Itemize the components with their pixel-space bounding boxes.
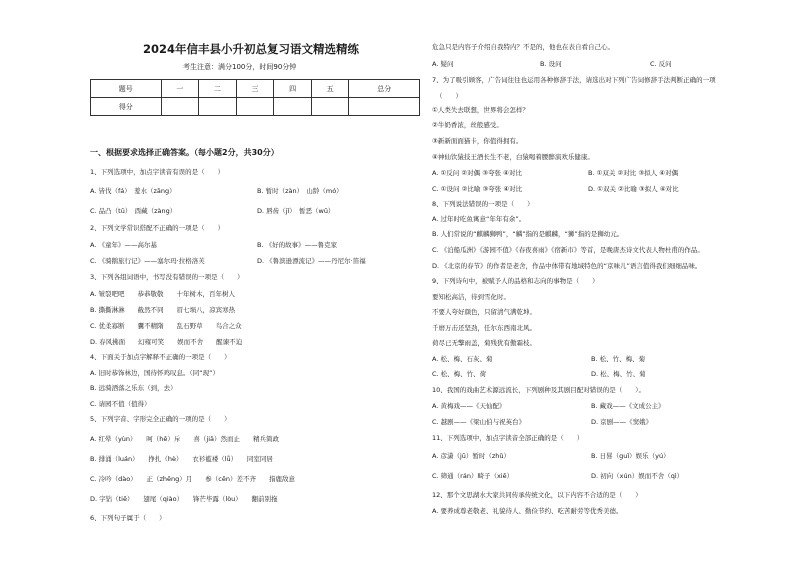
question-7-option-b: B. ①双关 ②对比 ③拟人 ④对偶 — [588, 169, 679, 177]
document-title: 2024年信丰县小升初总复习语文精选精练 — [143, 42, 360, 56]
question-4-option-a: A. 旧时恭饰林边，国待怀鸡叹息。（同“现”） — [90, 369, 219, 377]
score-header-cell: 一 — [161, 80, 199, 98]
question-11-option-a: A. 彦潇（jū）暂时（zhǔ） — [432, 452, 511, 460]
question-2-option-d: D. 《鲁滨逊漂流记》——丹尼尔·笛福 — [257, 257, 366, 265]
question-2-option-b: B. 《好的故事》——鲁克家 — [257, 241, 338, 249]
score-table — [90, 79, 420, 116]
question-1-option-b: B. 暂时（zàn） 山龄（mó） — [257, 187, 343, 195]
question-1-option-a: A. 皆伐（fá） 羞水（zāng） — [90, 187, 176, 195]
question-6-option-a: A. 疑问 — [432, 60, 454, 68]
question-10-option-d: D. 京剧——《窦娥》 — [591, 418, 653, 426]
question-6-option-b: B. 设问 — [540, 60, 562, 68]
section-heading: 一、根据要求选择正确答案。（每小题2分，共30分） — [90, 148, 279, 157]
question-1-option-d: D. 唇齿（jǐ） 暂恶（wū） — [257, 207, 335, 215]
question-5-option-b: B. 排涌（luán） 挣扎（hè） 衣衫褴褛（lǚ） 同室同居 — [90, 455, 273, 463]
question-9-option-d: D. 松、梅、竹、菊 — [591, 370, 646, 378]
question-10-option-b: B. 藏戏——《文成公主》 — [591, 402, 665, 410]
question-8-option-c: C. 《泊船瓜洲》《游园不值》《春夜喜雨》《宿新市》等首，是晚唐杰诗文代表人物杜甫的作品。 — [432, 246, 704, 254]
question-9-line-4: 荷尽已无擎雨盖，菊残犹有傲霜枝。 — [432, 339, 536, 347]
question-4-option-c: C. 请园不值（值得） — [90, 400, 151, 408]
score-header-cell: 二 — [199, 80, 237, 98]
question-2-option-c: C. 《骑鹅旅行记》——塞尔玛·拉格洛芙 — [90, 257, 205, 265]
question-12-option-a: A. 要养成尊老敬老、礼貌待人、勤俭节约、吃苦耐劳等优秀美德。 — [432, 507, 623, 515]
question-3-option-a: A. 皱裂吧吧 恭恭敬敬 十年树木，百年树人 — [90, 290, 235, 298]
question-9: 9、下列诗句中，被赋予人的品格和志向的事物是（ ） — [432, 277, 599, 285]
question-7-option-d: D. ①双关 ②比喻 ③拟人 ④对比 — [588, 185, 679, 193]
question-7: 7、为了吸引顾客，广告词往往也运用各种修辞手法，请选出对下列广告词修辞手法判断正确的一项 — [432, 76, 716, 84]
question-7-option-a: A. ①反问 ②对偶 ③夸张 ④对比 — [432, 169, 522, 177]
question-12: 12、那个文思湖水大家共同传承传统文化，以下内容不合适的是（ ） — [432, 491, 642, 499]
score-table-score-row — [91, 98, 420, 116]
question-6: 6、下列句子属于（ ） — [90, 514, 166, 522]
question-2-option-a: A. 《童年》——高尔基 — [90, 241, 157, 249]
score-cell — [161, 98, 199, 116]
score-cell — [274, 98, 312, 116]
question-11-option-c: C. 筛通（rán）畸子（xiē） — [432, 472, 514, 480]
question-11-option-b: B. 日晷（guǐ）娱乐（yú） — [591, 452, 670, 460]
score-cell — [349, 98, 420, 116]
question-8: 8、下列说法错误的一项是（ ） — [432, 200, 534, 208]
score-header-cell: 四 — [274, 80, 312, 98]
question-9-line-2: 不要人夸好颜色，只留清气满乾坤。 — [432, 308, 536, 316]
question-3-option-d: D. 春风拂面 幻雍可笑 娱而不舍 醒谏不迫 — [90, 338, 243, 346]
question-5-option-a: A. 红晕（yùn） 呵（hē）斥 喜（jiā）然而止 精兵简政 — [90, 435, 280, 443]
question-10-option-c: C. 越剧——《梁山伯与祝英台》 — [432, 418, 526, 426]
question-9-option-b: B. 松、竹、梅、菊 — [591, 355, 646, 363]
question-1-option-c: C. 品凸（tū） 酉藏（zàng） — [90, 207, 177, 215]
question-6-sentence: 危急只是内容子介绍自我特内？不是的，他也在表自看自己心。 — [432, 43, 614, 51]
score-table-header-row — [91, 80, 420, 98]
question-8-option-a: A. 过年时吃鱼寓意“年年有余”。 — [432, 215, 526, 223]
question-5-option-c: C. 冷吟（dào） 正（zhēng）月 参（cēn）差不齐 指鹿敌意 — [90, 475, 295, 483]
question-9-line-1: 要知松高洁，待到雪化时。 — [432, 293, 510, 301]
question-7-option-c: C. ①设问 ②比喻 ③夸张 ④对比 — [432, 185, 523, 193]
score-cell — [236, 98, 274, 116]
score-cell — [311, 98, 349, 116]
score-header-cell: 总分 — [349, 80, 420, 98]
question-7-sentence-3: ③新新面面猫卡，你值得拥有。 — [432, 137, 523, 145]
question-7-paren: （ ） — [436, 92, 462, 100]
question-5: 5、下列字音、字形完全正确的一项的是（ ） — [90, 415, 231, 423]
question-5-option-d: D. 字钻（tiē） 翅尾（qiào） 锋芒毕露（lòu） 翻前别拖 — [90, 495, 278, 503]
question-8-option-b: B. 人们常说的“麒麟狮鸭”，“麟”指的是麒麟，“狮”指的是狮幼元。 — [432, 230, 624, 238]
question-9-option-a: A. 松、梅、石灰、菊 — [432, 355, 493, 363]
score-header-cell: 三 — [236, 80, 274, 98]
question-3-option-c: C. 优柔寡断 囊不精隋 乱石野草 鸟合之众 — [90, 322, 242, 330]
exam-notice: 考生注意：满分100分，时间90分钟 — [183, 63, 297, 71]
score-header-cell: 五 — [311, 80, 349, 98]
question-3-option-b: B. 撕撕淋淋 截然不同 眉七埙八，凉宾寒热 — [90, 306, 236, 314]
question-6-option-c: C. 反问 — [650, 60, 672, 68]
score-row-label: 得分 — [91, 98, 162, 116]
question-9-option-c: C. 松、梅、竹、荷 — [432, 370, 487, 378]
question-4: 4、下面关于加点字解释不正确的一项是（ ） — [90, 353, 231, 361]
question-8-option-d: D. 《北京的春节》的作者是老舍，作品中体带有地域特色的“京味儿”语言值得我们细细品味。 — [432, 262, 702, 270]
question-4-option-b: B. 远骑洒落之乐东（到，去） — [90, 384, 177, 392]
score-header-cell: 题号 — [91, 80, 162, 98]
question-11-option-d: D. 初向（xún）娱而不舍（qì） — [591, 472, 684, 480]
question-9-line-3: 千磨万击还坚劲，任尔东西南北风。 — [432, 324, 536, 332]
question-10: 10、我国的戏曲艺术源远流长，下列剧种及其剧目配对错误的是（ ）。 — [432, 386, 646, 394]
question-7-sentence-1: ①人类失去联想，世界将会怎样？ — [432, 106, 529, 114]
question-3: 3、下列各组词语中，书写没有错误的一项是（ ） — [90, 273, 244, 281]
question-2: 2、下列文学常识搭配不正确的一项是（ ） — [90, 224, 225, 232]
question-7-sentence-4: ④神仙饮猿技王酒长生不老，白猿喝着腰醉演欢乐健康。 — [432, 153, 594, 161]
question-7-sentence-2: ②牛奶香浓，丝般感受。 — [432, 121, 503, 129]
question-10-option-a: A. 黄梅戏——《天仙配》 — [432, 402, 506, 410]
question-1: 1、下列选项中，加点字读音有误的是（ ） — [90, 168, 225, 176]
score-cell — [199, 98, 237, 116]
question-11: 11、下列选项中，加点字读音全部正确的是（ ） — [432, 434, 584, 442]
